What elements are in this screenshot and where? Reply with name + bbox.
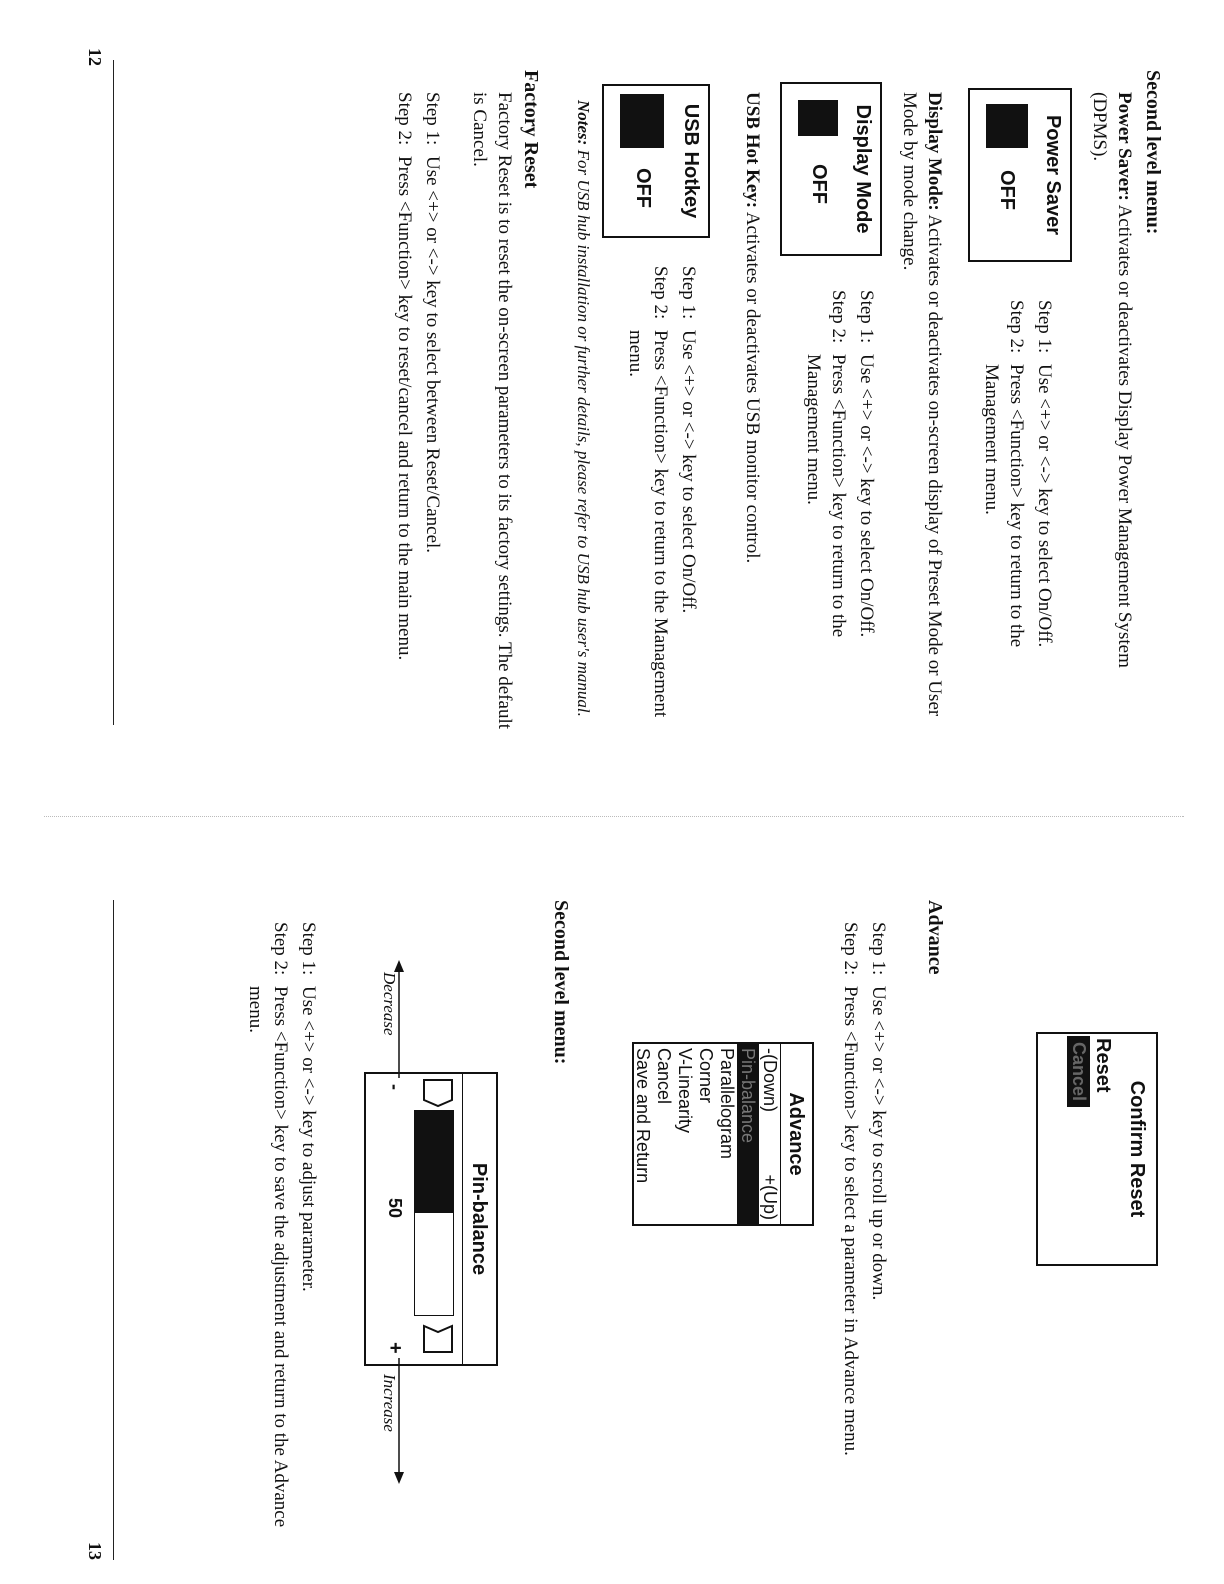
power-saver-osd xyxy=(968,88,1072,262)
advance-step-2 xyxy=(837,922,862,1562)
step-label: Step 2: xyxy=(270,922,291,976)
step-text: Use <+> or <-> key to adjust parameter. xyxy=(298,986,319,1292)
advance-item-v-linearity: V-Linearity xyxy=(675,1048,695,1134)
page-number: 12 xyxy=(85,48,105,66)
step-text: Use <+> or <-> key to select On/Off. xyxy=(856,354,877,638)
down-label: -(Down) xyxy=(760,1048,780,1113)
step-label: Step 1: xyxy=(856,290,877,344)
display-mode-description xyxy=(897,92,946,742)
up-label: +(Up) xyxy=(760,1174,780,1220)
advance-osd-title: Advance xyxy=(780,1044,809,1224)
footer-rule xyxy=(113,900,114,1560)
increase-label: Increase xyxy=(380,1374,399,1432)
step-text: Use <+> or <-> key to select On/Off. xyxy=(678,330,699,614)
step-text: Use <+> or <-> key to select On/Off. xyxy=(1034,364,1055,648)
usb-hotkey-osd-title: USB Hotkey xyxy=(680,103,702,219)
advance-osd xyxy=(632,1042,814,1226)
pin-balance-osd-title: Pin-balance xyxy=(462,1074,492,1364)
power-saver-desc: Activates or deactivates Display Power Management System (DPMS). xyxy=(1089,92,1135,668)
step-text: Press <Function> key to reset/cancel and return to the main menu. xyxy=(394,156,415,661)
notes-text: For USB hub installation or further details, please refer to USB hub user's manual. xyxy=(574,149,593,717)
page-13 xyxy=(0,792,1224,1584)
notes-label: Notes: xyxy=(574,100,593,146)
pin-balance-level-bar xyxy=(414,1110,454,1316)
usb-hotkey-notes xyxy=(572,100,594,740)
pin-balance-osd xyxy=(364,1072,498,1366)
factory-reset-step-1 xyxy=(419,92,444,732)
usb-hotkey-term: USB Hot Key: xyxy=(742,92,763,209)
usb-hotkey-osd-swatch xyxy=(620,94,664,148)
power-saver-osd-value: OFF xyxy=(996,170,1018,210)
step-label: Step 2: xyxy=(840,922,861,976)
display-mode-osd-swatch xyxy=(798,100,838,136)
advance-item-parallelogram: Parallelogram xyxy=(717,1048,737,1160)
step-label: Step 2: xyxy=(1006,300,1027,354)
display-mode-step-2 xyxy=(801,290,850,730)
confirm-reset-option-cancel-selected: Cancel xyxy=(1067,1036,1090,1107)
confirm-reset-osd xyxy=(1036,1032,1158,1266)
advance-step-1 xyxy=(865,922,890,1542)
power-saver-description xyxy=(1087,92,1136,732)
power-saver-step-2 xyxy=(979,300,1028,740)
factory-reset-description: Factory Reset is to reset the on-screen parameters to its factory settings. The default is Cancel. xyxy=(469,92,515,730)
power-saver-step-1 xyxy=(1031,300,1056,740)
left-arrow-icon xyxy=(392,960,406,1080)
display-mode-osd-value: OFF xyxy=(808,164,830,204)
minus-label: - xyxy=(385,1084,405,1090)
plus-label: + xyxy=(384,1342,406,1354)
step-label: Step 1: xyxy=(298,922,319,976)
pin-balance-step-1 xyxy=(295,922,320,1542)
increase-icon xyxy=(420,1322,456,1354)
display-mode-step-1 xyxy=(853,290,878,730)
pin-balance-step-2 xyxy=(243,922,292,1562)
step-label: Step 1: xyxy=(1034,300,1055,354)
step-label: Step 1: xyxy=(868,922,889,976)
second-level-menu-heading: Second level menu: xyxy=(550,900,572,1065)
pin-balance-value: 50 xyxy=(385,1198,405,1219)
step-label: Step 1: xyxy=(678,266,699,320)
step-text: Press <Function> key to return to the Management menu. xyxy=(981,364,1027,648)
step-label: Step 2: xyxy=(650,266,671,320)
advance-item-cancel: Cancel xyxy=(654,1048,674,1105)
right-arrow-icon xyxy=(392,1358,406,1484)
advance-heading: Advance xyxy=(924,900,946,975)
advance-item-pin-balance: Pin-balance xyxy=(737,1044,758,1224)
usb-hotkey-osd xyxy=(602,84,710,238)
power-saver-osd-swatch xyxy=(986,104,1028,148)
second-level-menu-heading: Second level menu: xyxy=(1142,70,1164,235)
display-mode-osd xyxy=(780,82,882,256)
usb-hotkey-description xyxy=(739,92,764,742)
step-text: Press <Function> key to return to the Management menu. xyxy=(625,330,671,718)
power-saver-osd-title: Power Saver xyxy=(1042,114,1064,236)
page-number: 13 xyxy=(85,1542,105,1560)
confirm-reset-osd-title: Confirm Reset xyxy=(1126,1080,1148,1218)
decrease-icon xyxy=(420,1078,456,1108)
power-saver-term: Power Saver: xyxy=(1114,92,1135,201)
advance-item-save-and-return: Save and Return xyxy=(633,1048,653,1184)
usb-hotkey-desc: Activates or deactivates USB monitor control. xyxy=(742,211,763,564)
step-label: Step 1: xyxy=(422,92,443,146)
usb-hotkey-osd-value: OFF xyxy=(632,168,654,208)
step-text: Use <+> or <-> key to select between Reset/Cancel. xyxy=(422,156,443,554)
confirm-reset-option-reset: Reset xyxy=(1092,1038,1114,1093)
footer-rule xyxy=(113,60,114,725)
advance-item-corner: Corner xyxy=(696,1048,716,1104)
display-mode-osd-title: Display Mode xyxy=(852,104,874,234)
step-label: Step 2: xyxy=(828,290,849,344)
step-text: Press <Function> key to save the adjustment and return to the Advance menu. xyxy=(245,986,291,1528)
step-text: Use <+> or <-> key to scroll up or down. xyxy=(868,986,889,1301)
advance-osd-down-up xyxy=(758,1044,780,1224)
scan-gutter-speckle xyxy=(44,816,1184,817)
factory-reset-heading: Factory Reset xyxy=(520,70,542,189)
pin-balance-level-fill xyxy=(415,1111,453,1213)
step-text: Press <Function> key to return to the Management menu. xyxy=(803,354,849,638)
usb-hotkey-step-2 xyxy=(623,266,672,726)
step-text: Press <Function> key to select a parameter in Advance menu. xyxy=(840,986,861,1456)
display-mode-term: Display Mode: xyxy=(924,92,945,211)
factory-reset-step-2 xyxy=(391,92,416,732)
display-mode-desc: Activates or deactivates on-screen display of Preset Mode or User Mode by mode change. xyxy=(899,92,945,717)
decrease-label: Decrease xyxy=(380,972,399,1036)
step-label: Step 2: xyxy=(394,92,415,146)
usb-hotkey-step-1 xyxy=(675,266,700,726)
